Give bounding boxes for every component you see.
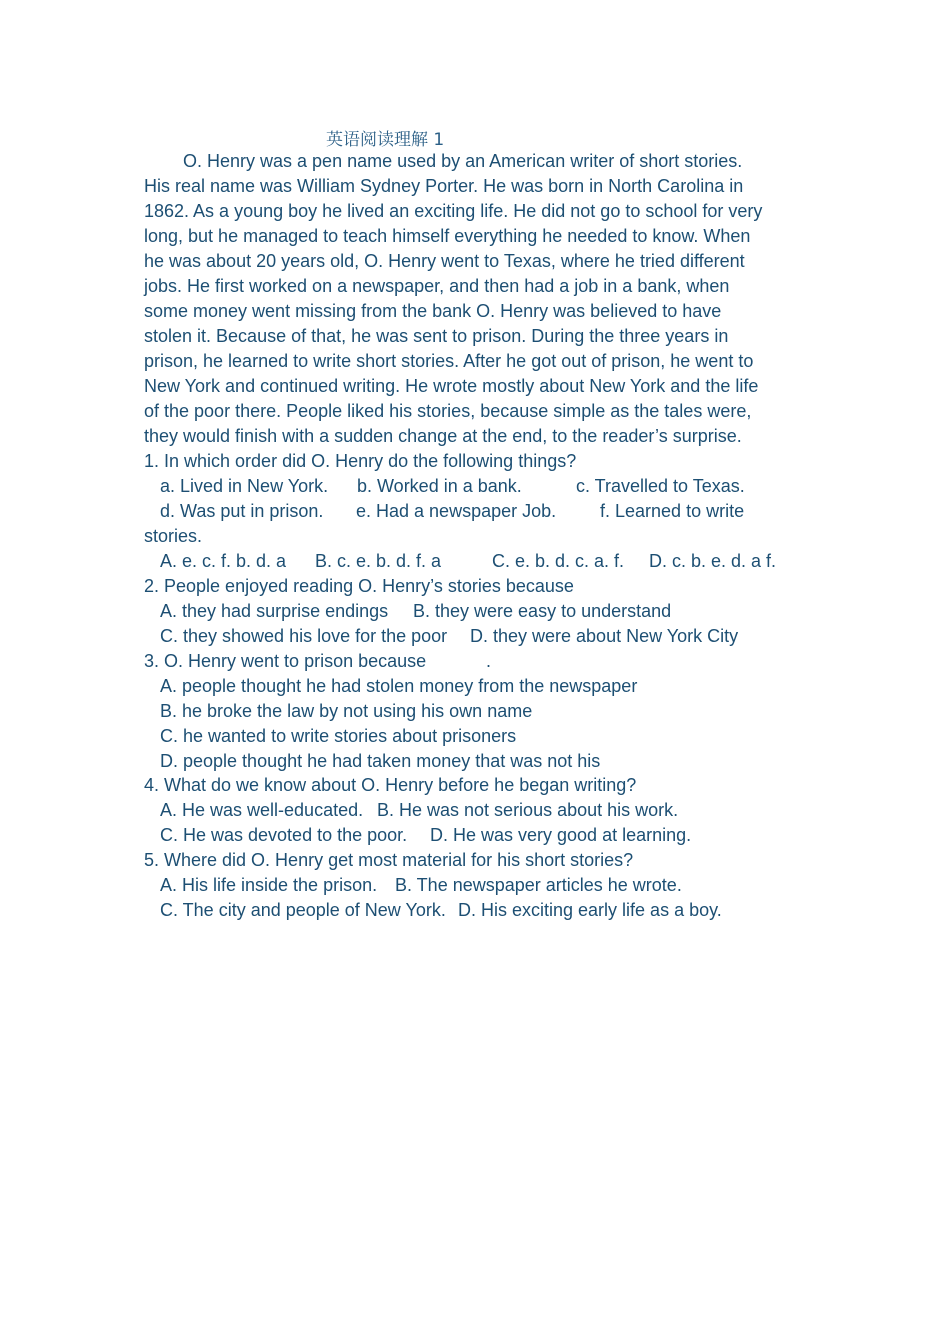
answer-option: D. He was very good at learning. [430, 825, 692, 845]
passage-line: long, but he managed to teach himself everything he needed to know. When [144, 226, 751, 246]
answer-option: D. His exciting early life as a boy. [458, 900, 722, 920]
answer-option: B. he broke the law by not using his own name [160, 701, 533, 721]
question-text: 1. In which order did O. Henry do the following things? [144, 451, 577, 471]
event-item-continuation: stories. [144, 526, 203, 546]
passage-line: 1862. As a young boy he lived an exciting life. He did not go to school for very [144, 201, 763, 221]
event-item: c. Travelled to Texas. [576, 476, 745, 496]
passage-line: some money went missing from the bank O. Henry was believed to have [144, 301, 722, 321]
answer-option: B. they were easy to understand [413, 601, 672, 621]
question-text: 2. People enjoyed reading O. Henry’s stories because [144, 576, 574, 596]
event-item: f. Learned to write [600, 501, 745, 521]
passage-line: New York and continued writing. He wrote mostly about New York and the life [144, 376, 759, 396]
passage-line: stolen it. Because of that, he was sent to prison. During the three years in [144, 326, 729, 346]
answer-option: D. they were about New York City [470, 626, 739, 646]
answer-option: A. His life inside the prison. [160, 875, 378, 895]
passage-line: he was about 20 years old, O. Henry went to Texas, where he tried different [144, 251, 745, 271]
question-blank-end: . [486, 651, 492, 671]
document-title: 英语阅读理解 1 [326, 130, 445, 150]
passage-line: they would finish with a sudden change at the end, to the reader’s surprise. [144, 426, 742, 446]
answer-option: B. c. e. b. d. f. a [315, 551, 442, 571]
answer-option: C. they showed his love for the poor [160, 626, 448, 646]
answer-option: A. e. c. f. b. d. a [160, 551, 287, 571]
answer-option: D. people thought he had taken money that was not his [160, 751, 601, 771]
passage-line: prison, he learned to write short stories. After he got out of prison, he went to [144, 351, 754, 371]
event-item: a. Lived in New York. [160, 476, 329, 496]
event-item: b. Worked in a bank. [357, 476, 522, 496]
answer-option: A. people thought he had stolen money from the newspaper [160, 676, 638, 696]
passage-line: jobs. He first worked on a newspaper, and then had a job in a bank, when [144, 276, 730, 296]
answer-option: C. he wanted to write stories about prisoners [160, 726, 517, 746]
question-text: 3. O. Henry went to prison because [144, 651, 427, 671]
question-text: 4. What do we know about O. Henry before he began writing? [144, 775, 637, 795]
answer-option: C. e. b. d. c. a. f. [492, 551, 625, 571]
question-text: 5. Where did O. Henry get most material for his short stories? [144, 850, 634, 870]
event-item: d. Was put in prison. [160, 501, 324, 521]
answer-option: C. The city and people of New York. [160, 900, 446, 920]
event-item: e. Had a newspaper Job. [356, 501, 557, 521]
answer-option: A. they had surprise endings [160, 601, 389, 621]
passage-line: O. Henry was a pen name used by an American writer of short stories. [183, 151, 743, 171]
answer-option: A. He was well-educated. [160, 800, 364, 820]
answer-option: B. He was not serious about his work. [377, 800, 679, 820]
answer-option: C. He was devoted to the poor. [160, 825, 408, 845]
passage-line: of the poor there. People liked his stories, because simple as the tales were, [144, 401, 752, 421]
answer-option: D. c. b. e. d. a f. [649, 551, 777, 571]
passage-line: His real name was William Sydney Porter. He was born in North Carolina in [144, 176, 744, 196]
answer-option: B. The newspaper articles he wrote. [395, 875, 682, 895]
